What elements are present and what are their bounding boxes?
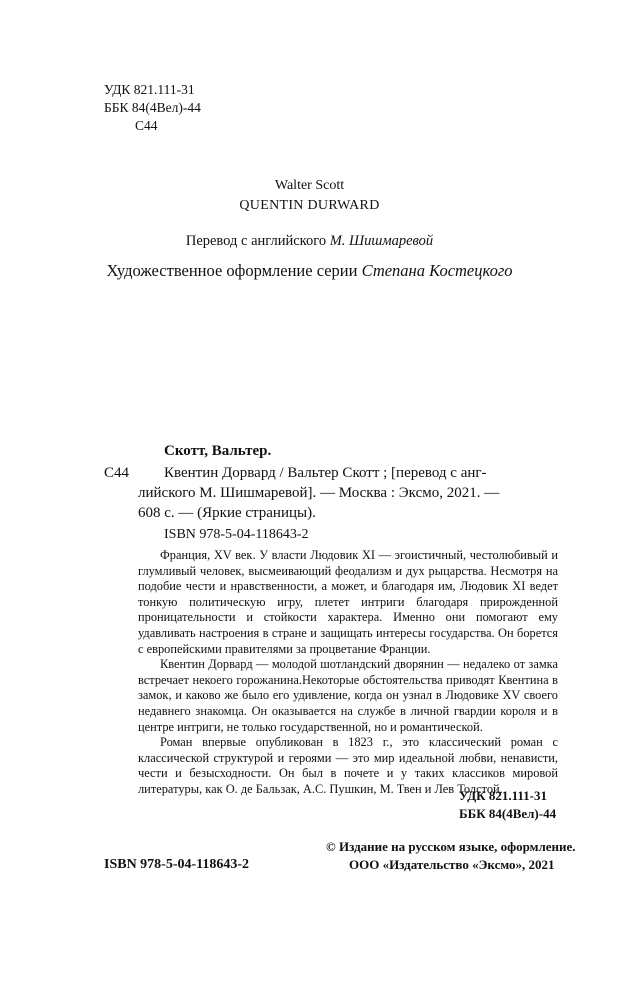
original-title: QUENTIN DURWARD (239, 198, 380, 213)
bib-code: С44 (104, 465, 130, 481)
designer-name: Степана Костецкого (361, 261, 513, 280)
design-credit (0, 260, 619, 281)
bib-line-2: лийского М. Шишмаревой]. — Москва : Эксмо, 2021. — (138, 485, 500, 501)
annotation-paragraph: Франция, XV век. У власти Людовик XI — эгоистичный, честолюбивый и глумливый человек, высмеивающий феодализм и дух рыцарства. Несмотря на подобие чести и нравственности, а может, и благодаря им, Людовик XI ведет тонкую политическую игру, плетет интриги благодаря прирожденной проницательности и стойкости характера. Именно они помогают ему удавливать настроения в стране и защищать интересы государства. Он борется с европейскими правителями за процветание Франции. (138, 548, 558, 656)
udk-top: УДК 821.111-31 (104, 82, 195, 97)
copyright-line-1: © Издание на русском языке, оформление. (326, 839, 576, 854)
bbk-bottom: ББК 84(4Вел)-44 (459, 806, 557, 821)
annotation-paragraph: Квентин Дорвард — молодой шотландский дворянин — недалеко от замка встречает некоего горожанина.Некоторые обстоятельства приводят Квентина в замок, и каково же было его удивление, когда он узнал в Людовике XV своего недавнего знакомца. Он оказывается на службе в личной гвардии короля и в центре интриги, не только государственной, но и романтической. (138, 657, 558, 734)
translation-credit (0, 232, 619, 251)
bib-line-1: Квентин Дорвард / Вальтер Скотт ; [перевод с анг- (164, 465, 487, 481)
design-label: Художественное оформление серии (106, 261, 358, 280)
footer-isbn: ISBN 978-5-04-118643-2 (104, 857, 250, 872)
bib-heading: Скотт, Вальтер. (164, 443, 272, 459)
bbk-top: ББК 84(4Вел)-44 (104, 100, 201, 115)
annotation (138, 548, 558, 798)
original-author: Walter Scott (274, 178, 345, 193)
udk-bottom: УДК 821.111-31 (459, 788, 547, 803)
annotation-paragraph: Роман впервые опубликован в 1823 г., это классический роман с классической структурой и героями — это мир идеальной любви, ненависти, чести и безысходности. Он был в почете и у таких классиков мировой литературы, как О. де Бальзак, А.С. Пушкин, М. Твен и Лев Толстой. (138, 735, 558, 796)
bib-isbn: ISBN 978-5-04-118643-2 (164, 527, 309, 542)
copyright-line-2: ООО «Издательство «Эксмо», 2021 (349, 857, 555, 872)
author-code-top: С44 (135, 118, 158, 133)
bib-line-3: 608 с. — (Яркие страницы). (138, 505, 316, 521)
translation-label: Перевод с английского (185, 233, 327, 249)
translator-name: М. Шишмаревой (329, 233, 434, 249)
